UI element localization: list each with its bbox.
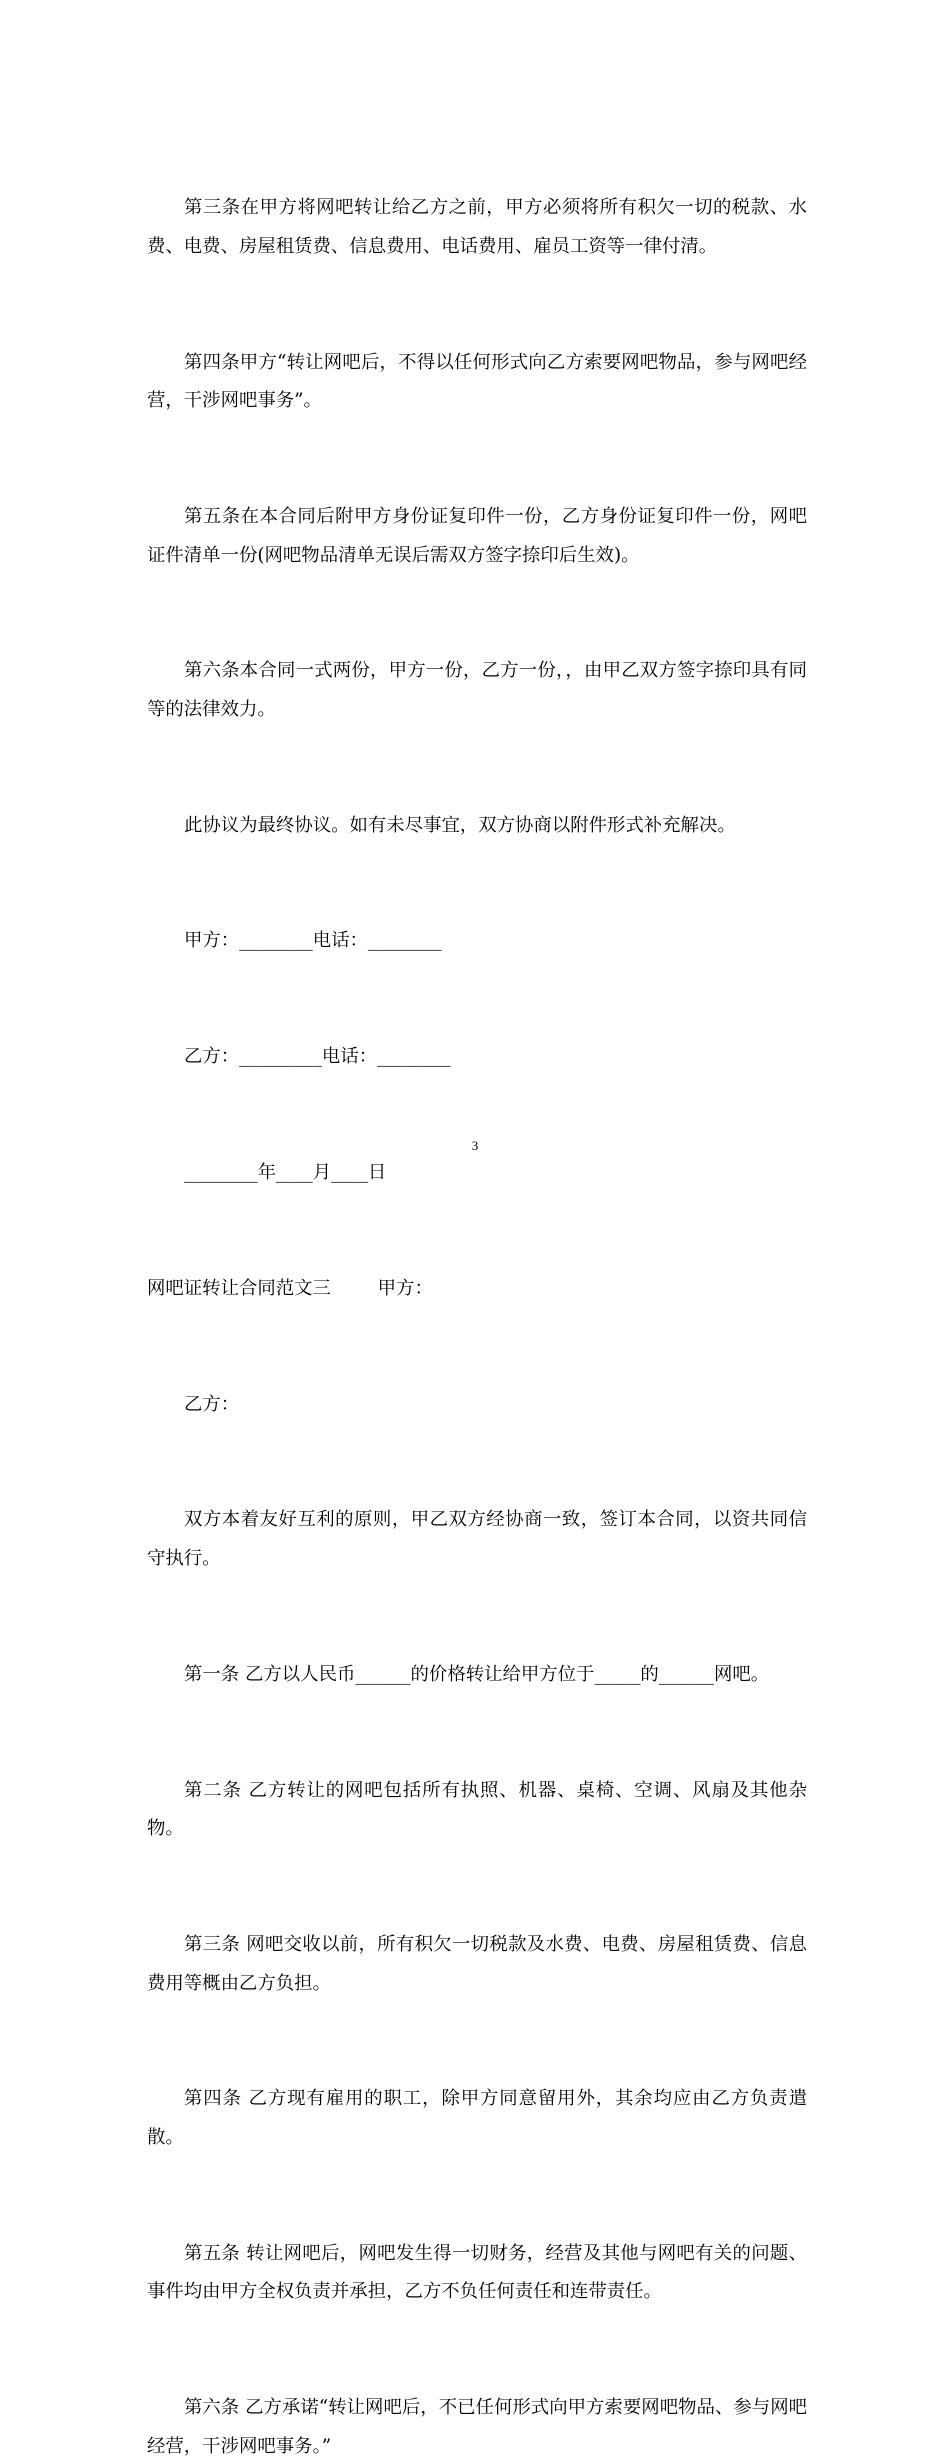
paragraph-clause-4: 第四条 乙方现有雇用的职工，除甲方同意留用外，其余均应由乙方负责遣散。 <box>147 2088 807 2148</box>
paragraph-article-3: 第三条在甲方将网吧转让给乙方之前，甲方必须将所有积欠一切的税款、水费、电费、房屋租赁费、信息费用、电话费用、雇员工资等一律付清。 <box>147 197 807 257</box>
signature-party-b: 乙方：_________电话：________ <box>184 1046 451 1068</box>
paragraph-article-5: 第五条在本合同后附甲方身份证复印件一份，乙方身份证复印件一份，网吧证件清单一份(网吧物品清单无误后需双方签字捺印后生效)。 <box>147 505 807 566</box>
paragraph-clause-3: 第三条 网吧交收以前，所有积欠一切税款及水费、电费、房屋租赁费、信息费用等概由乙方负担。 <box>147 1933 807 1994</box>
paragraph-clause-6: 第六条 乙方承诺“转让网吧后，不已任何形式向甲方索要网吧物品、参与网吧经营，干涉网吧事务。” <box>147 2397 807 2457</box>
page-number: 3 <box>471 1138 479 1153</box>
paragraph-final-agreement: 此协议为最终协议。如有未尽事宜，双方协商以附件形式补充解决。 <box>184 814 736 836</box>
document-body <box>147 112 807 2460</box>
signature-party-a: 甲方：________电话：________ <box>184 930 442 952</box>
party-b-label: 乙方： <box>184 1393 240 1415</box>
paragraph-article-6: 第六条本合同一式两份，甲方一份，乙方一份，，由甲乙双方签字捺印具有同等的法律效力。 <box>147 660 807 720</box>
section-heading-sample-3: 网吧证转让合同范文三 甲方： <box>147 1277 433 1299</box>
paragraph-clause-1: 第一条 乙方以人民币______的价格转让给甲方位于_____的______网吧。 <box>184 1663 770 1685</box>
paragraph-clause-2: 第二条 乙方转让的网吧包括所有执照、机器、桌椅、空调、风扇及其他杂物。 <box>147 1779 807 1840</box>
paragraph-preamble: 双方本着友好互利的原则，甲乙双方经协商一致，签订本合同，以资共同信守执行。 <box>147 1509 807 1569</box>
paragraph-clause-5: 第五条 转让网吧后，网吧发生得一切财务，经营及其他与网吧有关的问题、事件均由甲方全权负责并承担，乙方不负任何责任和连带责任。 <box>147 2242 807 2303</box>
paragraph-article-4: 第四条甲方“转让网吧后，不得以任何形式向乙方索要网吧物品，参与网吧经营，干涉网吧事务”。 <box>147 351 807 412</box>
signature-date: ________年____月____日 <box>184 1162 387 1184</box>
